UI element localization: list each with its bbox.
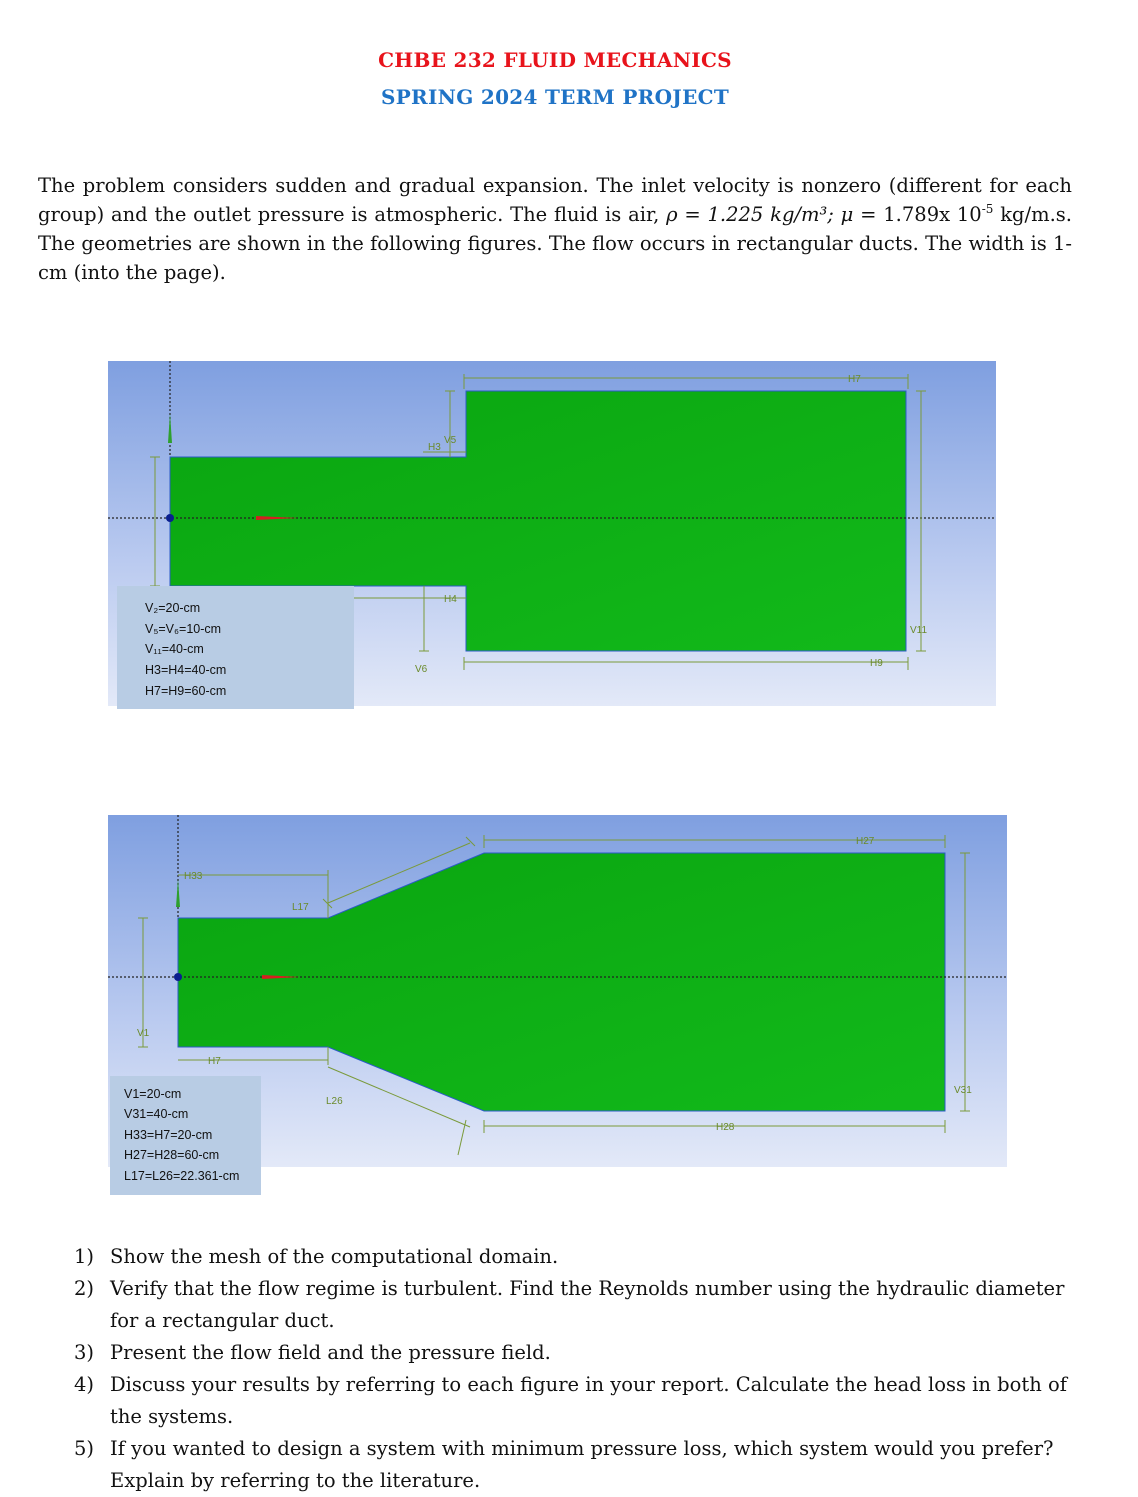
viscosity-exponent: -5 (981, 202, 994, 216)
label-h7: H7 (208, 1056, 221, 1067)
density-formula: ρ = 1.225 kg/m³; μ = (666, 203, 877, 226)
label-v11: V11 (910, 625, 928, 636)
origin-point (174, 973, 182, 981)
label-h7: H7 (848, 374, 861, 385)
origin-point (166, 514, 174, 522)
legend-item: V1=20-cm (124, 1087, 182, 1101)
problem-statement (38, 171, 1072, 287)
list-item: 4) Discuss your results by referring to each figure in your report. Calculate the head loss in both of the systems. (74, 1373, 1067, 1428)
legend-item: L17=L26=22.361-cm (124, 1169, 240, 1183)
list-item: 1) Show the mesh of the computational domain. (74, 1245, 559, 1268)
list-item: 2) Verify that the flow regime is turbulent. Find the Reynolds number using the hydraulic diameter for a rectangular duct. (74, 1277, 1065, 1332)
list-item: 5) If you wanted to design a system with minimum pressure loss, which system would you prefer? Explain by referring to the literature. (74, 1437, 1054, 1492)
course-title: CHBE 232 FLUID MECHANICS (378, 48, 732, 72)
label-l26: L26 (326, 1096, 343, 1107)
label-h9: H9 (870, 658, 883, 669)
question-list (74, 1241, 1074, 1497)
viscosity-base: 1.789x 10 (876, 203, 982, 226)
label-h27: H27 (856, 836, 875, 847)
label-h33: H33 (184, 871, 203, 882)
list-item: 3) Present the flow field and the pressure field. (74, 1341, 551, 1364)
intro-text: The problem considers sudden and gradual expansion. The inlet velocity is nonzero (different for each group) and the outlet pressure is atmospheric. The fluid is air, (38, 174, 1072, 226)
label-h4: H4 (444, 594, 457, 605)
sudden-expansion-legend (117, 586, 354, 709)
legend-item: V₅=V₆=10-cm (145, 622, 222, 636)
legend-item: V₁₁=40-cm (145, 642, 204, 656)
legend-item: V₂=20-cm (145, 601, 201, 615)
gradual-expansion-legend (110, 1076, 261, 1195)
label-v5: V5 (444, 435, 457, 446)
label-v6: V6 (415, 664, 428, 675)
intro-text-end: kg/m.s. The geometries are shown in the following figures. The flow occurs in rectangular ducts. The width is 1-cm (into the page). (38, 203, 1072, 284)
legend-item: H7=H9=60-cm (145, 684, 227, 698)
label-v1: V1 (137, 1028, 150, 1039)
label-h3: H3 (428, 442, 441, 453)
project-title: SPRING 2024 TERM PROJECT (380, 85, 730, 109)
label-h28: H28 (716, 1122, 735, 1133)
legend-item: H3=H4=40-cm (145, 663, 227, 677)
legend-item: V31=40-cm (124, 1107, 189, 1121)
label-l17: L17 (292, 902, 309, 913)
legend-item: H27=H28=60-cm (124, 1148, 220, 1162)
legend-item: H33=H7=20-cm (124, 1128, 213, 1142)
label-v31: V31 (954, 1085, 972, 1096)
